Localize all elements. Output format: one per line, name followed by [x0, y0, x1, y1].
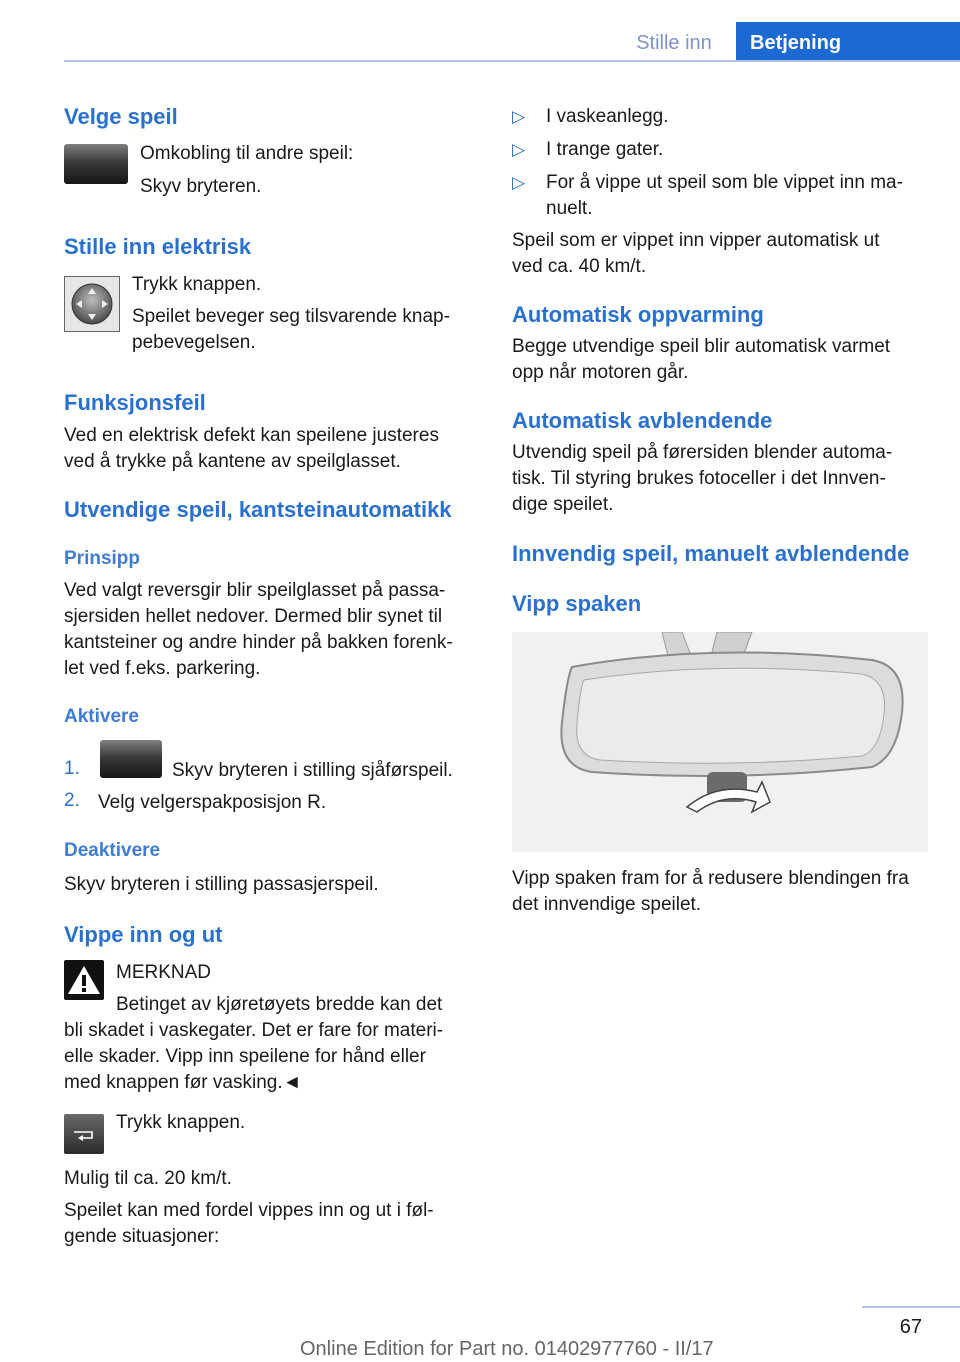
bullet-triangle-icon: ▷ — [512, 140, 526, 159]
step-number-2: 2. — [64, 790, 80, 811]
heading-aktivere: Aktivere — [64, 706, 139, 727]
warning-icon — [64, 960, 104, 1000]
stille-line-1: Trykk knappen. — [132, 274, 262, 295]
heading-vippe-inn-og-ut: Vippe inn og ut — [64, 922, 223, 947]
press-button-text: Trykk knappen. — [116, 1112, 246, 1133]
prinsipp-line-3: kantsteiner og andre hinder på bakken forenk- — [64, 632, 453, 653]
header-rule — [64, 60, 960, 62]
heading-funksjonsfeil: Funksjonsfeil — [64, 390, 206, 415]
page-number: 67 — [899, 1316, 922, 1338]
step-number-1: 1. — [64, 758, 80, 779]
mirror-switch-icon — [64, 144, 128, 184]
right-para-line-2: ved ca. 40 km/t. — [512, 256, 647, 277]
note-title: MERKNAD — [116, 962, 212, 983]
aktivere-step-2: Velg velgerspakposisjon R. — [98, 792, 327, 813]
prinsipp-line-1: Ved valgt reversgir blir speilglasset på passa- — [64, 580, 446, 601]
bullet-2: I trange gater. — [546, 139, 664, 160]
aktivere-step-1: Skyv bryteren i stilling sjåførspeil. — [172, 760, 453, 781]
mirror-adjust-button-icon — [64, 276, 120, 332]
vipp-line-1: Vipp spaken fram for å redusere blendingen fra — [512, 868, 909, 889]
header-chapter-tab: Betjening — [736, 22, 960, 62]
note-line-4: med knappen før vasking.◄ — [64, 1072, 302, 1093]
funksjon-line-1: Ved en elektrisk defekt kan speilene justeres — [64, 425, 439, 446]
heading-automatisk-oppvarming: Automatisk oppvarming — [512, 302, 764, 327]
mirror-switch-icon — [100, 740, 162, 778]
heading-vipp-spaken: Vipp spaken — [512, 591, 642, 616]
velge-line-2: Skyv bryteren. — [140, 176, 262, 197]
bullet-3a: For å vippe ut speil som ble vippet inn ma- — [546, 172, 903, 193]
heading-automatisk-avblendende: Automatisk avblendende — [512, 408, 773, 433]
rearview-mirror-illustration — [512, 632, 928, 852]
footer-edition: Online Edition for Part no. 01402977760 - II/17 — [300, 1338, 714, 1360]
vippe-line-3: gende situasjoner: — [64, 1226, 220, 1247]
vippe-line-2: Speilet kan med fordel vippes inn og ut i føl- — [64, 1200, 434, 1221]
velge-line-1: Omkobling til andre speil: — [140, 143, 354, 164]
prinsipp-line-4: let ved f.eks. parkering. — [64, 658, 261, 679]
mirror-fold-button-icon — [64, 1114, 104, 1154]
note-line-2: bli skadet i vaskegater. Det er fare for materi- — [64, 1020, 444, 1041]
deaktivere-line-1: Skyv bryteren i stilling passasjerspeil. — [64, 874, 379, 895]
vipp-line-2: det innvendige speilet. — [512, 894, 702, 915]
funksjon-line-2: ved å trykke på kantene av speilglasset. — [64, 451, 401, 472]
stille-line-2b: pebevegelsen. — [132, 332, 256, 353]
bullet-triangle-icon: ▷ — [512, 107, 526, 126]
heading-prinsipp: Prinsipp — [64, 548, 141, 569]
bullet-3b: nuelt. — [546, 198, 593, 219]
right-para-line-1: Speil som er vippet inn vipper automatisk ut — [512, 230, 880, 251]
avblendende-line-1: Utvendig speil på førersiden blender automa- — [512, 442, 893, 463]
heading-deaktivere: Deaktivere — [64, 840, 161, 861]
avblendende-line-2: tisk. Til styring brukes fotoceller i det Innven- — [512, 468, 886, 489]
note-line-1: Betinget av kjøretøyets bredde kan det — [116, 994, 443, 1015]
heading-innvendig-speil: Innvendig speil, manuelt avblendende — [512, 541, 910, 566]
vippe-line-1: Mulig til ca. 20 km/t. — [64, 1168, 232, 1189]
bullet-triangle-icon: ▷ — [512, 173, 526, 192]
note-line-3: elle skader. Vipp inn speilene for hånd eller — [64, 1046, 426, 1067]
footer-rule — [862, 1306, 960, 1308]
bullet-1: I vaskeanlegg. — [546, 106, 669, 127]
header-section-tab: Stille inn — [636, 32, 712, 54]
oppvarming-line-1: Begge utvendige speil blir automatisk varmet — [512, 336, 891, 357]
stille-line-2a: Speilet beveger seg tilsvarende knap- — [132, 306, 450, 327]
avblendende-line-3: dige speilet. — [512, 494, 614, 515]
heading-utvendige-speil: Utvendige speil, kantsteinautomatikk — [64, 497, 452, 522]
prinsipp-line-2: sjersiden hellet nedover. Dermed blir synet til — [64, 606, 443, 627]
heading-velge-speil: Velge speil — [64, 104, 178, 129]
heading-stille-inn-elektrisk: Stille inn elektrisk — [64, 234, 252, 259]
oppvarming-line-2: opp når motoren går. — [512, 362, 689, 383]
